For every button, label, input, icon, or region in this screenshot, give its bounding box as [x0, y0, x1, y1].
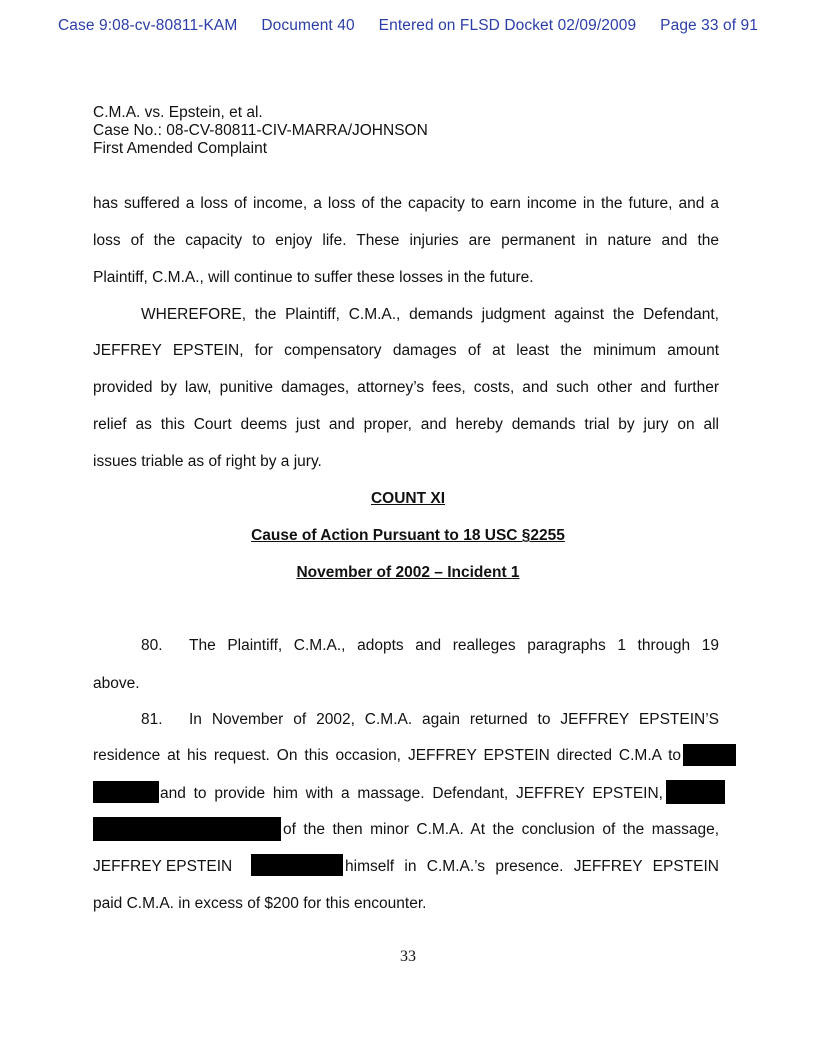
docket-entry-stamp: Entered on FLSD Docket 02/09/2009 [378, 17, 637, 34]
para81-line5-end: himself in C.M.A.’s presence. JEFFREY EPSTEIN [345, 858, 719, 875]
page-count-stamp: Page 33 of 91 [660, 17, 758, 34]
caption-document-title: First Amended Complaint [93, 140, 268, 157]
case-caption [93, 104, 428, 158]
page-number: 33 [400, 948, 416, 965]
redaction-bar [666, 780, 725, 804]
para81-line1 [93, 710, 719, 730]
para1-line3: Plaintiff, C.M.A., will continue to suffer these losses in the future. [93, 269, 534, 286]
para81-line4: of the then minor C.M.A. At the conclusion of the massage, [283, 821, 719, 838]
wherefore-line5: issues triable as of right by a jury. [93, 453, 322, 470]
para80-text: The Plaintiff, C.M.A., adopts and realleges paragraphs 1 through 19 [189, 637, 719, 654]
incident-heading: November of 2002 – Incident 1 [296, 564, 520, 581]
para1-line1: has suffered a loss of income, a loss of the capacity to earn income in the future, and a [93, 195, 719, 212]
caption-parties: C.M.A. vs. Epstein, et al. [93, 104, 263, 121]
para81-line6: paid C.M.A. in excess of $200 for this encounter. [93, 895, 427, 912]
court-filing-header [0, 17, 816, 35]
wherefore-line1: WHEREFORE, the Plaintiff, C.M.A., demands judgment against the Defendant, [141, 306, 719, 323]
count-heading: COUNT XI [370, 490, 446, 507]
para81-number: 81. [141, 711, 163, 728]
para80-number: 80. [141, 637, 163, 654]
wherefore-line2: JEFFREY EPSTEIN, for compensatory damages of at least the minimum amount [93, 342, 719, 359]
para1-line2: loss of the capacity to enjoy life. These injuries are permanent in nature and the [93, 232, 719, 249]
redaction-bar [251, 854, 343, 876]
para80-line1 [93, 636, 719, 656]
cause-of-action-heading: Cause of Action Pursuant to 18 USC §2255 [251, 527, 565, 544]
wherefore-line4: relief as this Court deems just and proper, and hereby demands trial by jury on all [93, 416, 719, 433]
redaction-bar [93, 817, 281, 841]
redaction-bar [93, 781, 159, 803]
wherefore-line3: provided by law, punitive damages, attorney’s fees, costs, and such other and further [93, 379, 719, 396]
para81-line2: residence at his request. On this occasion, JEFFREY EPSTEIN directed C.M.A to [93, 747, 681, 764]
para81-line3: and to provide him with a massage. Defendant, JEFFREY EPSTEIN, [160, 785, 663, 802]
case-number-stamp: Case 9:08-cv-80811-KAM [57, 17, 238, 34]
para81-text: In November of 2002, C.M.A. again returned to JEFFREY EPSTEIN’S [189, 711, 719, 728]
caption-case-number: Case No.: 08-CV-80811-CIV-MARRA/JOHNSON [93, 122, 428, 139]
document-number-stamp: Document 40 [261, 17, 355, 34]
redaction-bar [683, 744, 736, 766]
para81-line5-start: JEFFREY EPSTEIN [93, 858, 233, 875]
para80-line2: above. [93, 675, 140, 692]
